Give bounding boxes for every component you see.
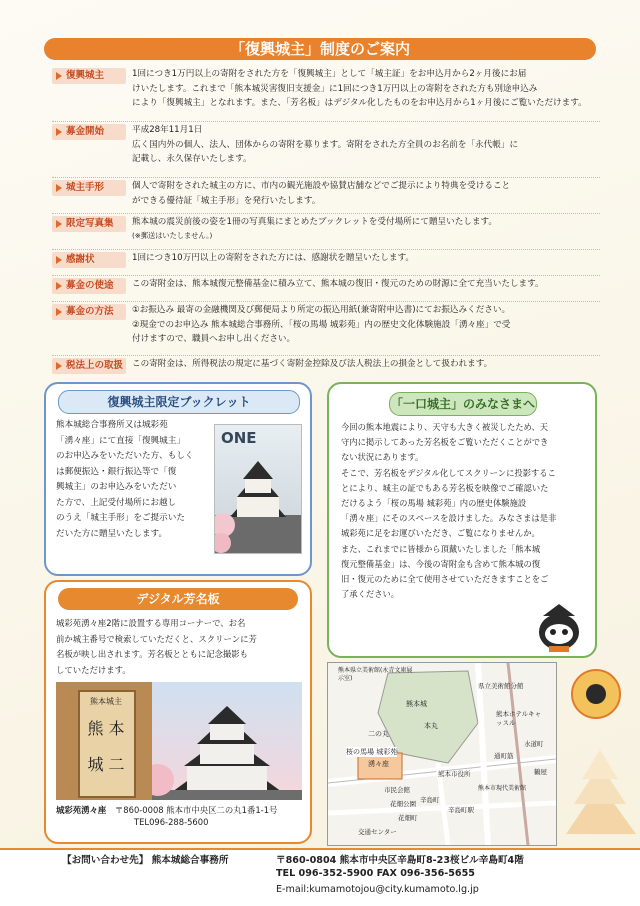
map-label: 交通センター [358,828,397,836]
corner-castle-icon [560,664,640,844]
plaque-photo [56,682,302,800]
owners-line: 城彩苑に足をお運びいただき、ご覧になりませんか。 [341,528,540,539]
info-row-line: 記載し、永久保存いたします。 [132,154,252,164]
owners-text [341,420,591,602]
booklet-text [56,418,206,542]
info-row-label: 復興城主 [52,68,126,84]
booklet-line: のうえ「城主手形」をご提示いた [56,513,185,523]
map-label: 熊本ホテルキャッスル [496,710,542,727]
map-label: 熊本県立美術館(永青文庫展示室) [338,667,413,682]
info-row-text [132,215,497,241]
row-divider [52,355,600,356]
booklet-line: 「湧々座」にて直接「復興城主」 [56,435,185,446]
map-label: 花畑町 [398,814,418,822]
map-label: 通町筋 [494,752,514,760]
contact-footer [0,848,640,906]
info-row-note: (※郵送はいたしません。) [132,230,213,240]
info-row-line: 付けますので、職員へお申し出ください。 [132,334,296,344]
owners-heading: 「一口城主」のみなさまへ [389,392,537,416]
owners-line: とにより、城主の証でもある芳名板を映像でご確認いた [341,482,549,493]
plaque-header: 熊本城主 [90,697,122,706]
plaque-name-2: 城 二 [87,755,125,774]
digital-line: 前か城主番号で検索していただくと、スクリーンに芳 [56,633,257,644]
info-row-line: 熊本城の震災前後の姿を1冊の写真集にまとめたブックレットを受付場所にて贈呈いたします。 [132,217,498,227]
owners-line: 了承ください。 [341,589,400,600]
owners-line: 守内に掲示してあった芳名板をご覧いただくことができ [341,437,549,448]
owners-line: 「湧々座」にそのスペースを設けました。みなさまは是非 [341,513,557,524]
info-row-text [132,123,518,167]
info-row-text [132,251,414,266]
info-row-line: 平成28年11月1日 [132,125,203,135]
venue-tel: TEL096-288-5600 [134,817,209,827]
booklet-line: は郵便振込・銀行振込等で「復 [56,466,177,477]
booklet-line: のお申込みをいただいた方、もしく [56,451,194,461]
booklet-line: 熊本城総合事務所又は城彩苑 [56,420,168,430]
footer-address: 〒860-0804 熊本市中央区辛島町8-23桜ビル辛島町4階 [276,855,524,866]
row-divider [52,301,600,302]
info-row [52,68,600,120]
digital-line: 名板が映し出されます。芳名板とともに記念撮影も [56,649,248,659]
booklet-cover-image [214,424,302,554]
owners-line: 旧・復元のために全て使用させていただきますことをご [341,574,549,585]
page-title: 「復興城主」制度のご案内 [44,38,596,60]
info-row-label: 募金開始 [52,124,126,140]
map-label: 桜の馬場 城彩苑 [346,748,398,756]
info-row-line: この寄附金は、熊本城復元整備基金に積み立て、熊本城の復旧・復元のための財源に全て充当いたします。 [132,279,544,289]
map-label: 熊本市現代美術館 [478,785,527,792]
map-label: 二の丸 [368,730,389,738]
booklet-box [44,382,312,576]
footer-contact-office: 【お問い合わせ先】 熊本城総合事務所 [62,855,229,866]
info-row-label: 募金の方法 [52,304,126,320]
info-row-line: 広く国内外の個人、法人、団体からの寄附を募ります。寄附をされた方全員のお名前を「永代帳」に [132,139,519,150]
row-divider [52,121,600,122]
owners-line: そこで、芳名板をデジタル化してスクリーンに投影するこ [341,467,556,478]
map-label: 辛島町駅 [448,806,474,814]
owners-box [327,382,597,658]
info-row-text [132,303,510,347]
info-row-line: けいたします。これまで「熊本城災害復旧支援金」に1回につき1万円以上の寄附をされた方も別途申込み [132,83,538,94]
mascot-icon [529,598,589,654]
info-row-text [132,67,587,111]
wooden-plaque [78,690,136,798]
map-label: 鶴屋 [534,768,547,776]
map-label: 水道町 [524,740,544,748]
owners-line: 今回の熊本地震により、天守も大きく被災したため、天 [341,422,549,432]
info-row [52,252,600,276]
info-row-line: により「復興城主」となれます。また、「芳名板」はデジタル化したものをお申込月から1ヶ月後にご覧いただけます。 [132,98,587,108]
info-row-label: 税法上の取扱 [52,358,126,374]
map-label: 辛島町 [420,796,440,804]
map-label: 熊本城 [406,700,427,708]
info-row-text [132,357,492,372]
map-label: 湧々座 [368,760,389,768]
info-row-line: 1回につき1万円以上の寄附をされた方を「復興城主」として「城主証」をお申込月から2ヶ月後にお届 [132,69,527,79]
info-row [52,278,600,302]
booklet-heading: 復興城主限定ブックレット [58,390,300,414]
digital-text [56,616,306,678]
row-divider [52,249,600,250]
plaque-name-1: 熊 本 [87,719,125,738]
info-row [52,124,600,174]
info-row-label: 募金の使途 [52,278,126,294]
owners-line: ない状況にあります。 [341,452,424,463]
info-row-line: ②現金でのお申込み 熊本城総合事務所、「桜の馬場 城彩苑」内の歴史文化体験施設「湧々座」で受 [132,319,511,330]
info-row-label: 限定写真集 [52,216,126,232]
footer-phone: TEL 096-352-5900 FAX 096-356-5655 [276,868,475,879]
map-label: 花畑公園 [390,800,416,808]
venue-info [56,804,277,828]
row-divider [52,275,600,276]
info-row-label: 感謝状 [52,252,126,268]
info-row-line: この寄附金は、所得税法の規定に基づく寄附金控除及び法人税法上の損金として扱われます。 [132,359,493,369]
booklet-line: だいた方に贈呈いたします。 [56,528,168,539]
booklet-cover-title: ONE [221,429,257,447]
row-divider [52,213,600,214]
digital-line: していただけます。 [56,664,131,675]
info-row-label: 城主手形 [52,180,126,196]
map-label: 県立美術館分館 [478,682,524,690]
venue-address: 〒860-0008 熊本市中央区二の丸1番1-1号 [114,805,278,815]
map-label: 熊本市役所 [438,770,471,778]
map-label: 市民会館 [384,786,410,794]
info-row-text [132,277,544,292]
info-row-line: ができる優待証「城主手形」を発行いたします。 [132,195,321,206]
digital-line: 城彩苑湧々座2階に設置する専用コーナーで、お名 [56,618,246,628]
castle-photo-icon [215,425,301,553]
castle-photo-icon [152,682,302,800]
info-row-line: ①お振込み 最寄の金融機関及び郵便局より所定の振込用紙(兼寄附申込書)にてお振込みください。 [132,305,511,315]
digital-heading: デジタル芳名板 [58,588,298,610]
booklet-line: た方で、上記受付場所にお越し [56,497,177,508]
info-row-line: 個人で寄附をされた城主の方に、市内の観光施設や協賛店舗などでご提示により特典を受けること [132,181,511,191]
info-row [52,358,600,378]
owners-line: 復元整備基金」は、今後の寄附金も含めて熊本城の復 [341,558,541,569]
digital-plaque-box [44,580,312,844]
access-map [327,662,557,846]
venue-name: 城彩苑湧々座 [56,805,107,815]
info-row-line: 1回につき10万円以上の寄附をされた方には、感謝状を贈呈いたします。 [132,253,414,263]
row-divider [52,177,600,178]
booklet-line: 興城主」のお申込みをいただい [56,482,177,492]
owners-line: だけるよう「桜の馬場 城彩苑」内の歴史体験施設 [341,498,527,509]
info-row-text [132,179,510,208]
info-row [52,216,600,250]
footer-email: E-mail:kumamotojou@city.kumamoto.lg.jp [276,884,479,895]
info-row [52,180,600,214]
map-label: 本丸 [424,722,438,730]
owners-line: また、これまでに皆様から頂戴いたしました「熊本城 [341,543,541,554]
info-row [52,304,600,356]
